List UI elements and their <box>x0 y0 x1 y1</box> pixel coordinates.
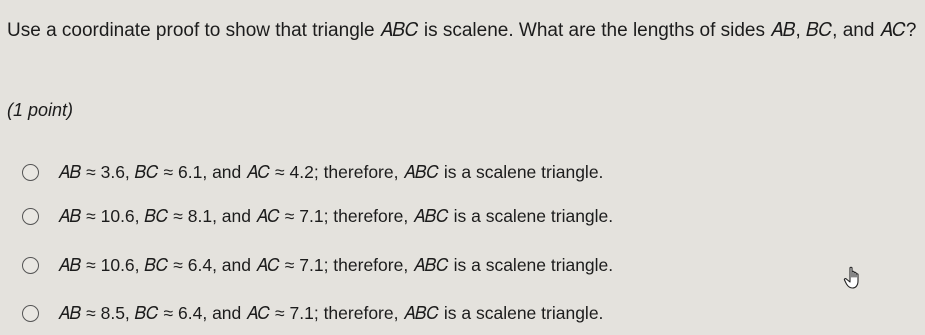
radio-button-icon[interactable] <box>22 208 39 225</box>
choice-label: 𝐴𝐵 ≈ 10.6, 𝐵𝐶 ≈ 8.1, and 𝐴𝐶 ≈ 7.1; therefore, 𝐴𝐵𝐶 is a scalene triangle. <box>58 206 614 226</box>
choice-label: 𝐴𝐵 ≈ 8.5, 𝐵𝐶 ≈ 6.4, and 𝐴𝐶 ≈ 7.1; therefore, 𝐴𝐵𝐶 is a scalene triangle. <box>58 303 604 323</box>
question-text: Use a coordinate proof to show that triangle 𝐴𝐵𝐶 is scalene. What are the lengths of sides 𝐴𝐵, 𝐵𝐶, and 𝐴𝐶? <box>7 20 917 41</box>
choice-option-4[interactable] <box>22 303 603 324</box>
hand-pointer-icon <box>843 266 863 290</box>
points-label: (1 point) <box>7 100 74 120</box>
choice-option-3[interactable] <box>22 255 613 276</box>
choice-option-2[interactable] <box>22 206 613 227</box>
radio-button-icon[interactable] <box>22 305 39 322</box>
choice-option-1[interactable] <box>22 162 603 183</box>
choice-label: 𝐴𝐵 ≈ 3.6, 𝐵𝐶 ≈ 6.1, and 𝐴𝐶 ≈ 4.2; therefore, 𝐴𝐵𝐶 is a scalene triangle. <box>58 162 604 182</box>
radio-button-icon[interactable] <box>22 257 39 274</box>
choice-label: 𝐴𝐵 ≈ 10.6, 𝐵𝐶 ≈ 6.4, and 𝐴𝐶 ≈ 7.1; therefore, 𝐴𝐵𝐶 is a scalene triangle. <box>58 255 614 275</box>
radio-button-icon[interactable] <box>22 164 39 181</box>
